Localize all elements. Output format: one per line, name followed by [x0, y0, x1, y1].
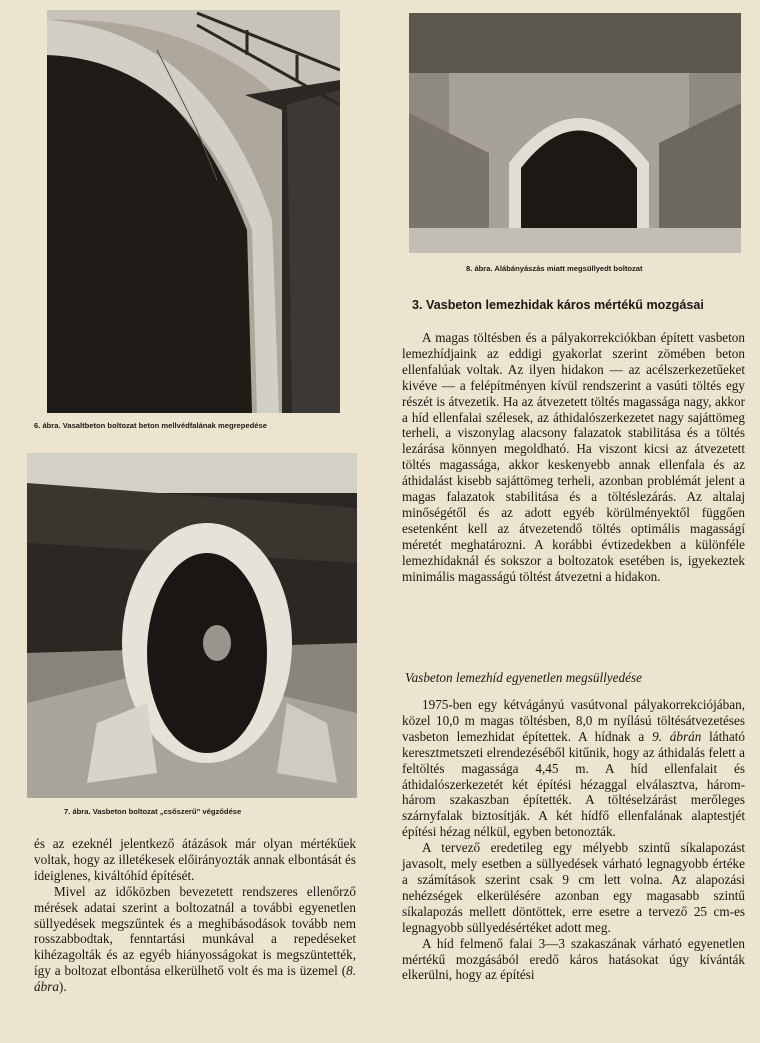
figure-9-reference: 9. ábrán	[652, 728, 702, 744]
figure-7-photo	[27, 453, 357, 798]
left-paragraph-2-end: ).	[58, 979, 67, 995]
right-paragraph-2-b: látható keresztmetszeti elrendezéséből kitűnik, hogy az áthidalás felett a feltöltés magassága 4,45 m. A híd ellenfalait és áthidalószerkezetét két építési hézaggal elválasztva, három-három szakaszban építették. A töltéselzárást merőleges szárnyfalak biztosítják. A két hídfő ellenfalának alaptestjét építési hézag nélkül, egyben betonozták.	[402, 728, 746, 840]
right-paragraph-1: A magas töltésben és a pályakorrekciókban épített vasbeton lemezhídjaink az eddigi gyakorlat szerint zömében beton ellenfalúak voltak. Az ilyen hidakon — az acélszerkezetűeket kivéve — a felépítményen kívül rendszerint a vasúti töltés egy részét is átvezetik. Ha az átvezetett töltés magassága nagy, akkor a híd ellenfalai szélesek, az áthidalószerkezetet nagy sajáttömeg terheli, a viszonylag alacsony falazatok stabilitása és a töltés lezárása könnyen megoldható. Ha viszont kicsi az átvezetett töltés magassága, akkor keskenyebb annak ellenfala és az áthidalást kisebb sajáttömeg terheli, azonban problémát jelent a magas falazatok stabilitása és a töltéslezárás. Az altalaj minőségétől és az adott egyéb körülményektől függően esetenként kell az átvezetendő töltés optimális magasságí méretét meghatározni. A korábbi évtizedekben a különféle lemezhidaknál és sokszor a boltozatok esetében is, igyekeztek minimális magasságú töltést átvezetni a hidakon.	[402, 330, 745, 584]
figure-7-caption: 7. ábra. Vasbeton boltozat „csőszerű” végződése	[64, 807, 242, 816]
subsection-heading: Vasbeton lemezhíd egyenetlen megsüllyedése	[405, 670, 642, 685]
right-column-upper	[402, 330, 745, 585]
right-paragraph-2	[402, 697, 745, 840]
figure-8-reference: 8. ábra	[34, 963, 356, 995]
left-paragraph-2-text: Mivel az időközben bevezetett rendszeres ellenőrző mérések adatai szerint a boltozatnál a további egyenetlen süllyedések megszűntek és a meghibásodások tovább nem rosszabbodtak, fenntartási munkával a repedéseket kihézagolták és az egyéb hiányosságokat is megszüntették, így a boltozat elbontása elkerülhető volt és ma is üzemel (	[34, 883, 356, 979]
left-paragraph-1: és az ezeknél jelentkező átázások már olyan mértékűek voltak, hogy az illetékesek előirányozták annak elbontását és ideiglenes, kiváltóhíd építését.	[34, 836, 356, 883]
right-paragraph-3: A tervező eredetileg egy mélyebb szintű síkalapozást javasolt, mely esetben a süllyedések várható legnagyobb értéke a számítások szerint csak 9 cm lett volna. Az alapozási nehézségek elkerülésére azonban egy magasabb szintű síkalapozás mellett döntöttek, erre esetre a tervező 25 cm-es legnagyobb süllyedésértéket adott meg.	[402, 840, 745, 935]
figure-8-photo	[409, 13, 741, 253]
section-title: 3. Vasbeton lemezhidak káros mértékű mozgásai	[412, 298, 704, 312]
figure-8-caption: 8. ábra. Alábányászás miatt megsüllyedt boltozat	[466, 264, 643, 273]
left-column	[34, 836, 356, 995]
right-paragraph-4: A híd felmenő falai 3—3 szakaszának várható egyenetlen mértékű mozgásából eredő káros hatásokat úgy kívánták elkerülni, hogy az építési	[402, 935, 745, 983]
left-paragraph-2	[34, 884, 356, 995]
figure-6-caption: 6. ábra. Vasaltbeton boltozat beton mellvédfalának megrepedése	[34, 421, 267, 430]
figure-6-photo	[47, 10, 340, 413]
right-paragraph-2-a: 1975-ben egy kétvágányú vasútvonal pályakorrekciójában, közel 10,0 m magas töltésben, 8,0 m nyílású töltésátvezetéses vasbeton lemezhidat építettek. A hídnak a	[402, 697, 745, 744]
right-column-lower	[402, 697, 745, 983]
